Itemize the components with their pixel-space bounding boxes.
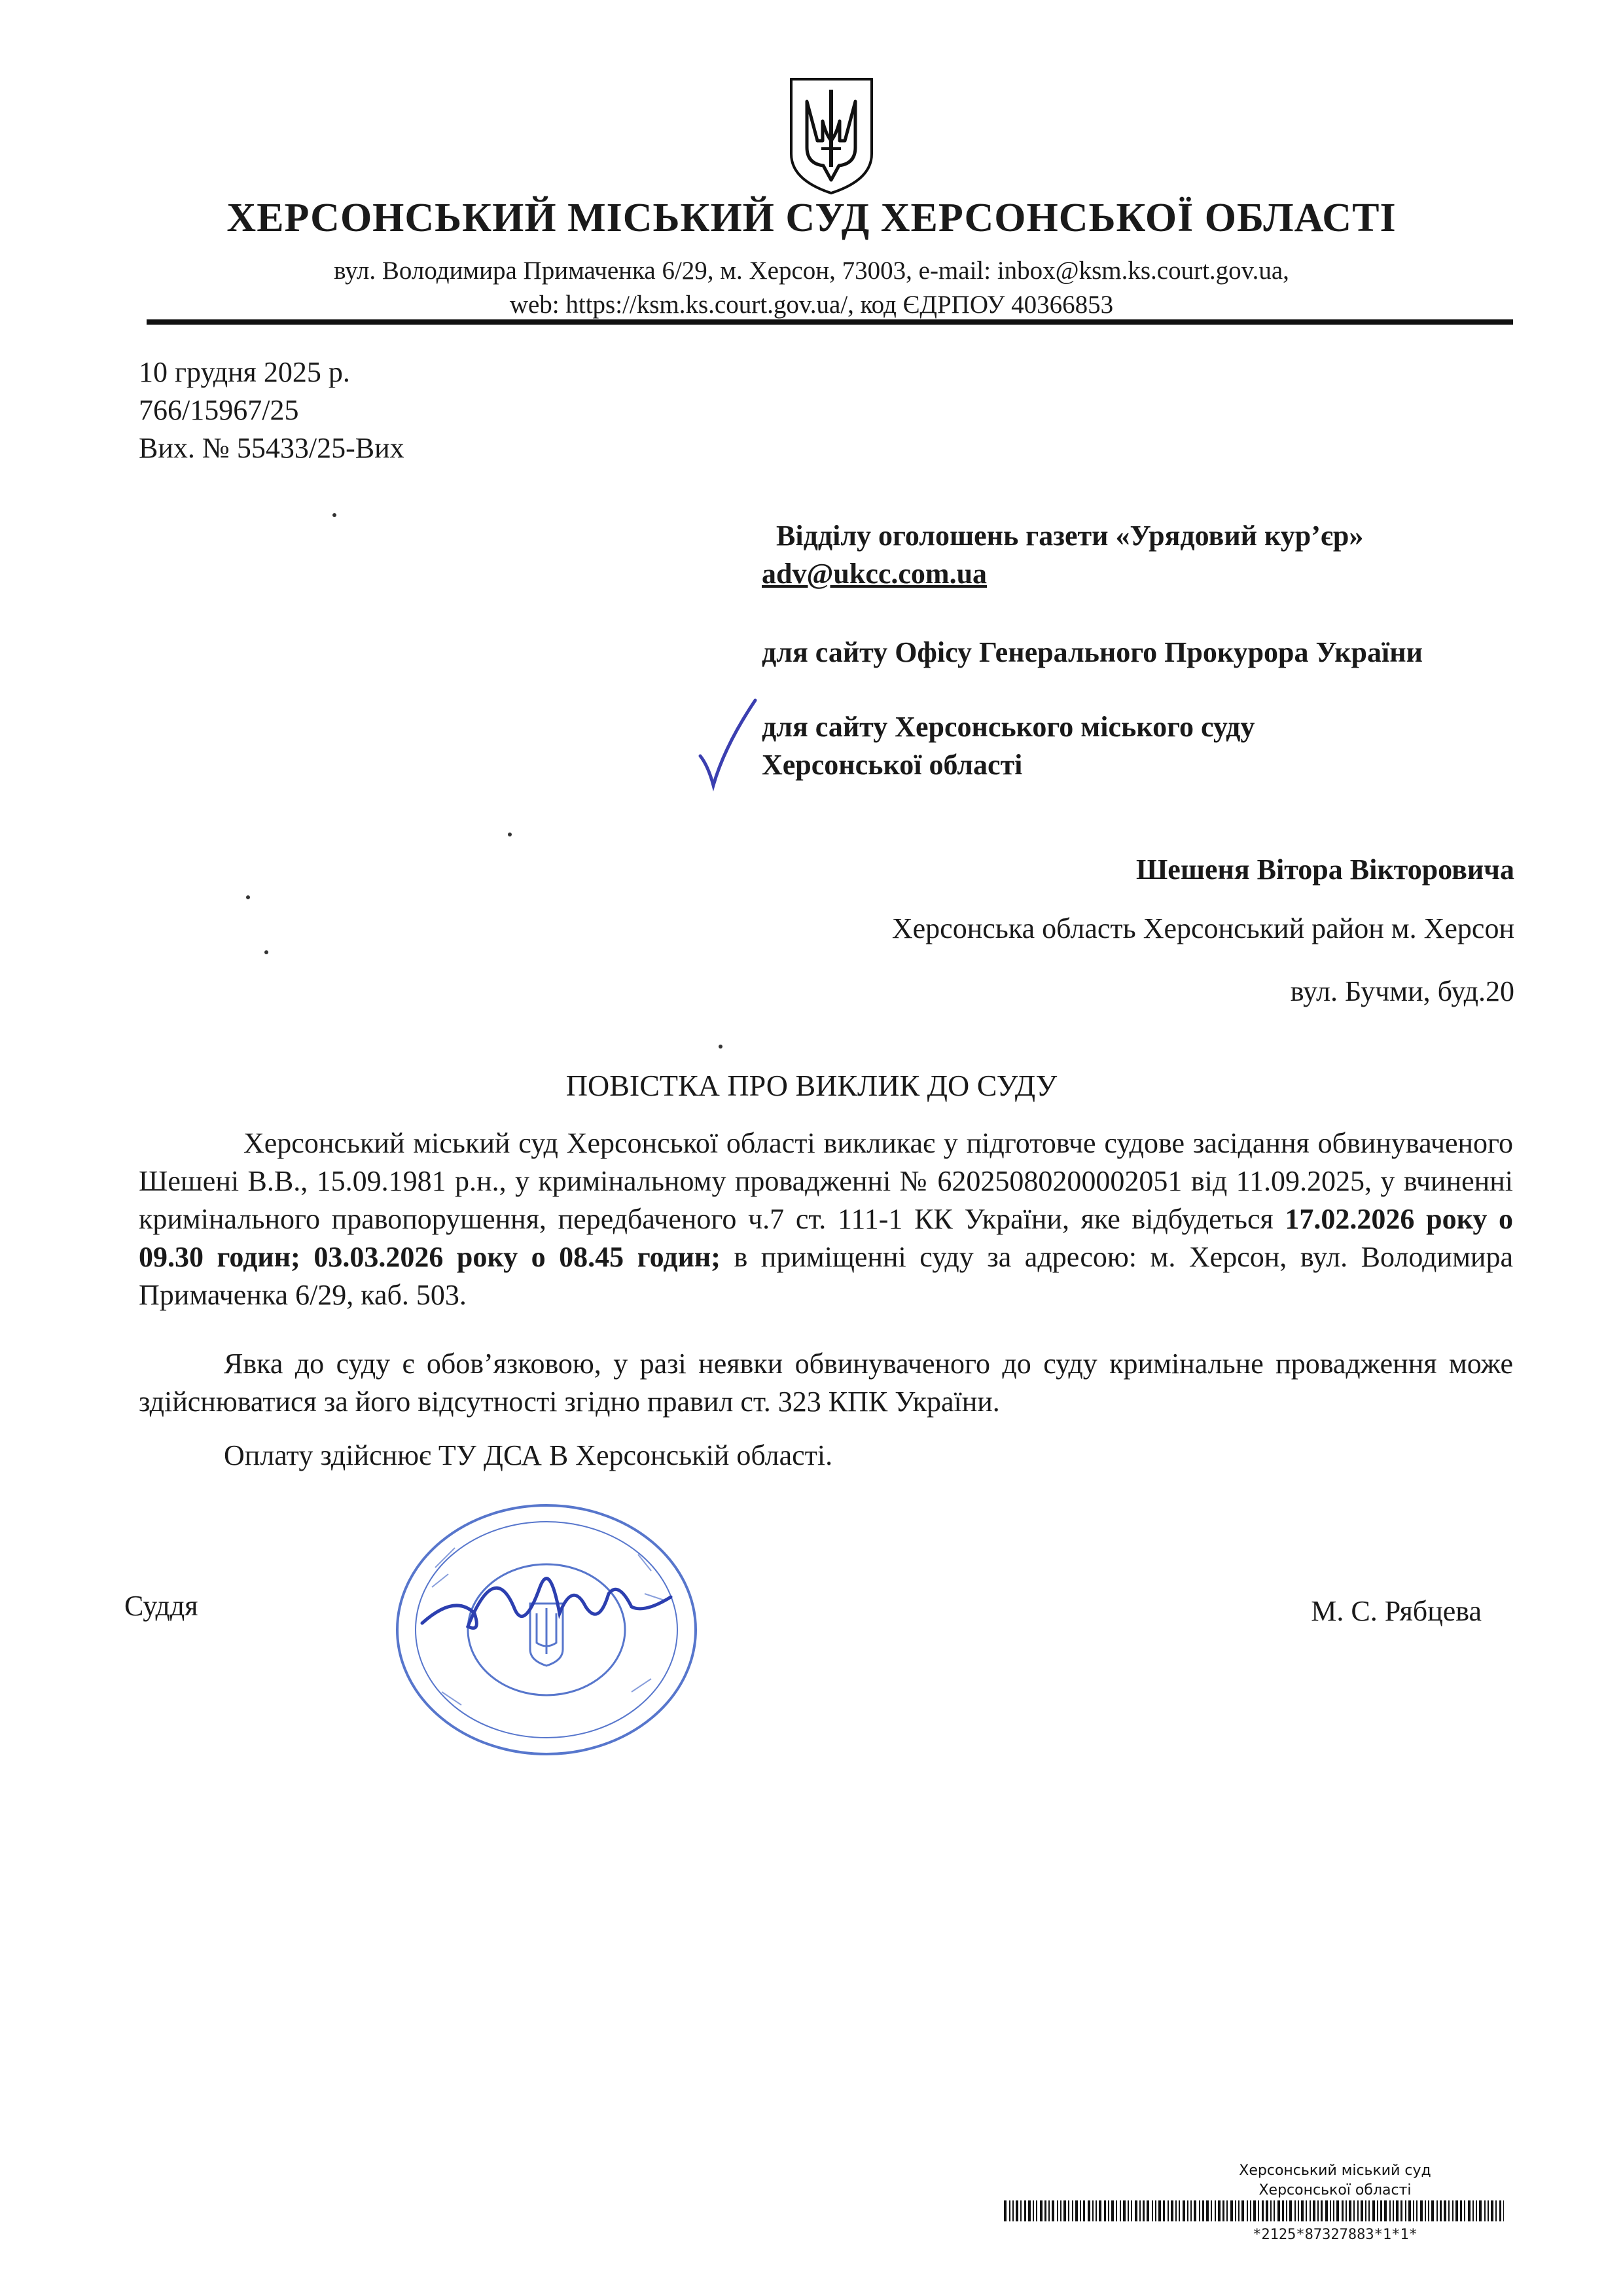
barcode-bar — [1135, 2200, 1137, 2221]
barcode-bar — [1325, 2200, 1328, 2221]
barcode-bar — [1336, 2200, 1339, 2221]
barcode-bar — [1468, 2200, 1471, 2221]
barcode-bar — [1491, 2200, 1493, 2221]
barcode-bar — [1365, 2200, 1366, 2221]
barcode-bar — [1313, 2200, 1315, 2221]
barcode-bar — [1080, 2200, 1081, 2221]
barcode-bar — [1396, 2200, 1399, 2221]
barcode-bar — [1476, 2200, 1477, 2221]
barcode-bar — [1218, 2200, 1221, 2221]
barcode-bar — [1384, 2200, 1387, 2221]
barcode-bar — [1187, 2200, 1188, 2221]
barcode-bar — [1092, 2200, 1094, 2221]
barcode-bar — [1020, 2200, 1022, 2221]
recipient-newspaper: Відділу оголошень газети «Урядовий кур’єр» — [776, 520, 1364, 552]
barcode-bar — [1479, 2200, 1482, 2221]
barcode-bar — [1202, 2200, 1204, 2221]
court-name: ХЕРСОНСЬКИЙ МІСЬКИЙ СУД ХЕРСОНСЬКОЇ ОБЛАСТІ — [226, 196, 1397, 240]
barcode-bar — [1317, 2200, 1319, 2221]
barcode-bar — [1226, 2200, 1228, 2221]
barcode-bar — [1408, 2200, 1411, 2221]
barcode-bar — [1152, 2200, 1153, 2221]
barcode-bar — [1472, 2200, 1474, 2221]
summons-text-end: в приміщенні суду за адресою: м. Херсон, вул. Володимира Примаченка 6/29, каб. 503. — [139, 1241, 1513, 1311]
barcode-bar — [1111, 2200, 1114, 2221]
barcode-bar — [1060, 2200, 1061, 2221]
barcode-bar — [1028, 2200, 1031, 2221]
barcode-bar — [1400, 2200, 1402, 2221]
barcode-bar — [1147, 2200, 1149, 2221]
barcode-bar — [1298, 2200, 1299, 2221]
barcode-bar — [1099, 2200, 1101, 2221]
barcode-bar — [1440, 2200, 1442, 2221]
barcode-bar — [1075, 2200, 1078, 2221]
payment-paragraph: Оплату здійснює ТУ ДСА В Херсонській області. — [224, 1439, 833, 1471]
barcode-bar — [1310, 2200, 1311, 2221]
summons-paragraph — [139, 1124, 1513, 1314]
barcode-bar — [1258, 2200, 1259, 2221]
barcode-bar — [1357, 2200, 1359, 2221]
barcode-bar — [1413, 2200, 1414, 2221]
judge-name: М. С. Рябцева — [1311, 1595, 1482, 1627]
barcode-bar — [1108, 2200, 1109, 2221]
barcode-bar — [1158, 2200, 1161, 2221]
barcode-bar — [1247, 2200, 1248, 2221]
scan-speck — [264, 950, 268, 954]
barcode-bar — [1199, 2200, 1200, 2221]
checkmark-icon — [695, 694, 760, 792]
barcode-bar — [1116, 2200, 1117, 2221]
barcode-bar — [1503, 2200, 1504, 2221]
judge-label: Суддя — [124, 1590, 198, 1622]
barcode-bar — [1033, 2200, 1034, 2221]
hearing-dates: 17.02.2026 року о 09.30 годин; 03.03.2026 року о 08.45 годин; — [139, 1203, 1514, 1273]
barcode-bar — [1206, 2200, 1209, 2221]
recipient-newspaper-email[interactable]: adv@ukcc.com.ua — [762, 558, 988, 590]
barcode-bar — [1448, 2200, 1450, 2221]
barcode-bar — [1282, 2200, 1284, 2221]
barcode-bar — [1266, 2200, 1268, 2221]
barcode-bar — [1270, 2200, 1272, 2221]
barcode-bar — [1330, 2200, 1331, 2221]
barcode-bar — [1420, 2200, 1423, 2221]
barcode-bar — [1171, 2200, 1173, 2221]
barcode-bar — [1416, 2200, 1418, 2221]
document-date: 10 грудня 2025 р. — [139, 356, 350, 388]
barcode-bar — [1183, 2200, 1185, 2221]
barcode-bar — [1040, 2200, 1043, 2221]
barcode-bar — [1380, 2200, 1382, 2221]
recipient-court-site: для сайту Херсонського міського суду — [762, 711, 1255, 743]
barcode-bar — [1405, 2200, 1406, 2221]
barcode-icon — [1004, 2200, 1504, 2221]
document-meta — [139, 353, 404, 467]
barcode-bar — [1495, 2200, 1497, 2221]
barcode-bar — [1444, 2200, 1446, 2221]
barcode-bar — [1389, 2200, 1391, 2221]
barcode-bar — [1139, 2200, 1141, 2221]
barcode-bar — [1155, 2200, 1156, 2221]
barcode-bar — [1274, 2200, 1275, 2221]
barcode-bar — [1016, 2200, 1018, 2221]
barcode-bar — [1190, 2200, 1192, 2221]
barcode-bar — [1253, 2200, 1256, 2221]
barcode-bar — [1301, 2200, 1304, 2221]
barcode-bar — [1128, 2200, 1129, 2221]
barcode-bar — [1215, 2200, 1216, 2221]
document-title: ПОВІСТКА ПРО ВИКЛИК ДО СУДУ — [565, 1069, 1058, 1102]
barcode-bar — [1349, 2200, 1351, 2221]
barcode-bar — [1063, 2200, 1066, 2221]
header-divider — [147, 319, 1513, 325]
barcode-bar — [1306, 2200, 1307, 2221]
barcode-text: *2125*87327883*1*1* — [1253, 2227, 1418, 2243]
barcode-bar — [1499, 2200, 1501, 2221]
barcode-bar — [1428, 2200, 1429, 2221]
barcode-bar — [1004, 2200, 1007, 2221]
barcode-bar — [1143, 2200, 1145, 2221]
barcode-bar — [1009, 2200, 1010, 2221]
court-address-line1: вул. Володимира Примаченка 6/29, м. Херсон, 73003, e-mail: inbox@ksm.ks.court.gov.ua, — [334, 257, 1289, 285]
barcode-bar — [1052, 2200, 1054, 2221]
outgoing-number: Вих. № 55433/25-Вих — [139, 432, 404, 464]
barcode-bar — [1241, 2200, 1244, 2221]
barcode-bar — [1289, 2200, 1292, 2221]
barcode-bar — [1464, 2200, 1465, 2221]
barcode-bar — [1175, 2200, 1177, 2221]
barcode-bar — [1024, 2200, 1026, 2221]
barcode-bar — [1104, 2200, 1106, 2221]
barcode-bar — [1072, 2200, 1073, 2221]
barcode-bar — [1168, 2200, 1169, 2221]
barcode-bar — [1321, 2200, 1323, 2221]
recipient-accused-name: Шешеня Вітора Вікторовича — [1135, 853, 1514, 886]
barcode-bar — [1230, 2200, 1233, 2221]
barcode-bar — [1211, 2200, 1212, 2221]
scan-speck — [508, 833, 512, 836]
court-address-line2: web: https://ksm.ks.court.gov.ua/, код ЄДРПОУ 40366853 — [509, 291, 1114, 319]
barcode-bar — [1425, 2200, 1426, 2221]
recipient-accused-address2: вул. Бучми, буд.20 — [1290, 975, 1514, 1007]
barcode-bar — [1460, 2200, 1462, 2221]
summons-text-start: Херсонський міський суд Херсонської області викликає у підготовче судове засідання обвинуваченого Шешені В.В., 15.09.1981 р.н., у кримінальному провадженні № 62025080200002051 від 11.09.2025, у вчиненні кримінального правопорушення, передбаченого ч.7 ст. 111-1 КК України, яке відбудеться — [139, 1127, 1513, 1235]
barcode-bar — [1235, 2200, 1236, 2221]
barcode-bar — [1083, 2200, 1085, 2221]
barcode-bar — [1096, 2200, 1097, 2221]
attendance-paragraph: Явка до суду є обов’язковою, у разі неявки обвинуваченого до суду кримінальне провадження може здійснюватися за його відсутності згідно правил ст. 323 КПК України. — [139, 1348, 1513, 1418]
scan-speck — [246, 895, 250, 899]
barcode-bar — [1123, 2200, 1126, 2221]
barcode-bar — [1036, 2200, 1037, 2221]
barcode-bar — [1012, 2200, 1014, 2221]
scan-speck — [332, 513, 336, 517]
barcode-bar — [1194, 2200, 1196, 2221]
footer-court-region: Херсонської області — [1258, 2182, 1412, 2198]
barcode-bar — [1372, 2200, 1375, 2221]
recipient-accused-address1: Херсонська область Херсонський район м. Херсон — [891, 912, 1514, 944]
barcode-bar — [1455, 2200, 1458, 2221]
barcode-bar — [1222, 2200, 1224, 2221]
barcode-bar — [1452, 2200, 1454, 2221]
barcode-bar — [1436, 2200, 1438, 2221]
barcode-bar — [1262, 2200, 1264, 2221]
barcode-bar — [1286, 2200, 1287, 2221]
barcode-bar — [1057, 2200, 1058, 2221]
barcode-bar — [1048, 2200, 1050, 2221]
barcode-bar — [1131, 2200, 1132, 2221]
barcode-bar — [1179, 2200, 1180, 2221]
barcode-bar — [1088, 2200, 1090, 2221]
barcode-bar — [1250, 2200, 1251, 2221]
footer-court-name: Херсонський міський суд — [1239, 2162, 1431, 2179]
court-address — [0, 254, 1623, 322]
barcode-bar — [1342, 2200, 1344, 2221]
barcode-bar — [1044, 2200, 1046, 2221]
barcode-bar — [1488, 2200, 1489, 2221]
barcode-bar — [1377, 2200, 1378, 2221]
case-number: 766/15967/25 — [139, 394, 299, 426]
barcode-bar — [1068, 2200, 1069, 2221]
recipient-court-site-line2: Херсонської області — [762, 749, 1023, 781]
barcode-bar — [1353, 2200, 1355, 2221]
barcode-bar — [1294, 2200, 1296, 2221]
barcode-bar — [1277, 2200, 1280, 2221]
barcode-bar — [1431, 2200, 1434, 2221]
barcode-bar — [1163, 2200, 1165, 2221]
barcode-bar — [1238, 2200, 1240, 2221]
barcode-bar — [1346, 2200, 1347, 2221]
barcode-bar — [1333, 2200, 1334, 2221]
barcode-bar — [1120, 2200, 1121, 2221]
coat-of-arms-icon — [787, 75, 876, 196]
court-seal-icon — [383, 1482, 704, 1757]
barcode-bar — [1368, 2200, 1370, 2221]
recipient-prosecutor-site: для сайту Офісу Генерального Прокурора України — [762, 636, 1423, 668]
scan-speck — [719, 1045, 722, 1049]
barcode-bar — [1361, 2200, 1363, 2221]
barcode-bar — [1393, 2200, 1394, 2221]
barcode-bar — [1484, 2200, 1486, 2221]
